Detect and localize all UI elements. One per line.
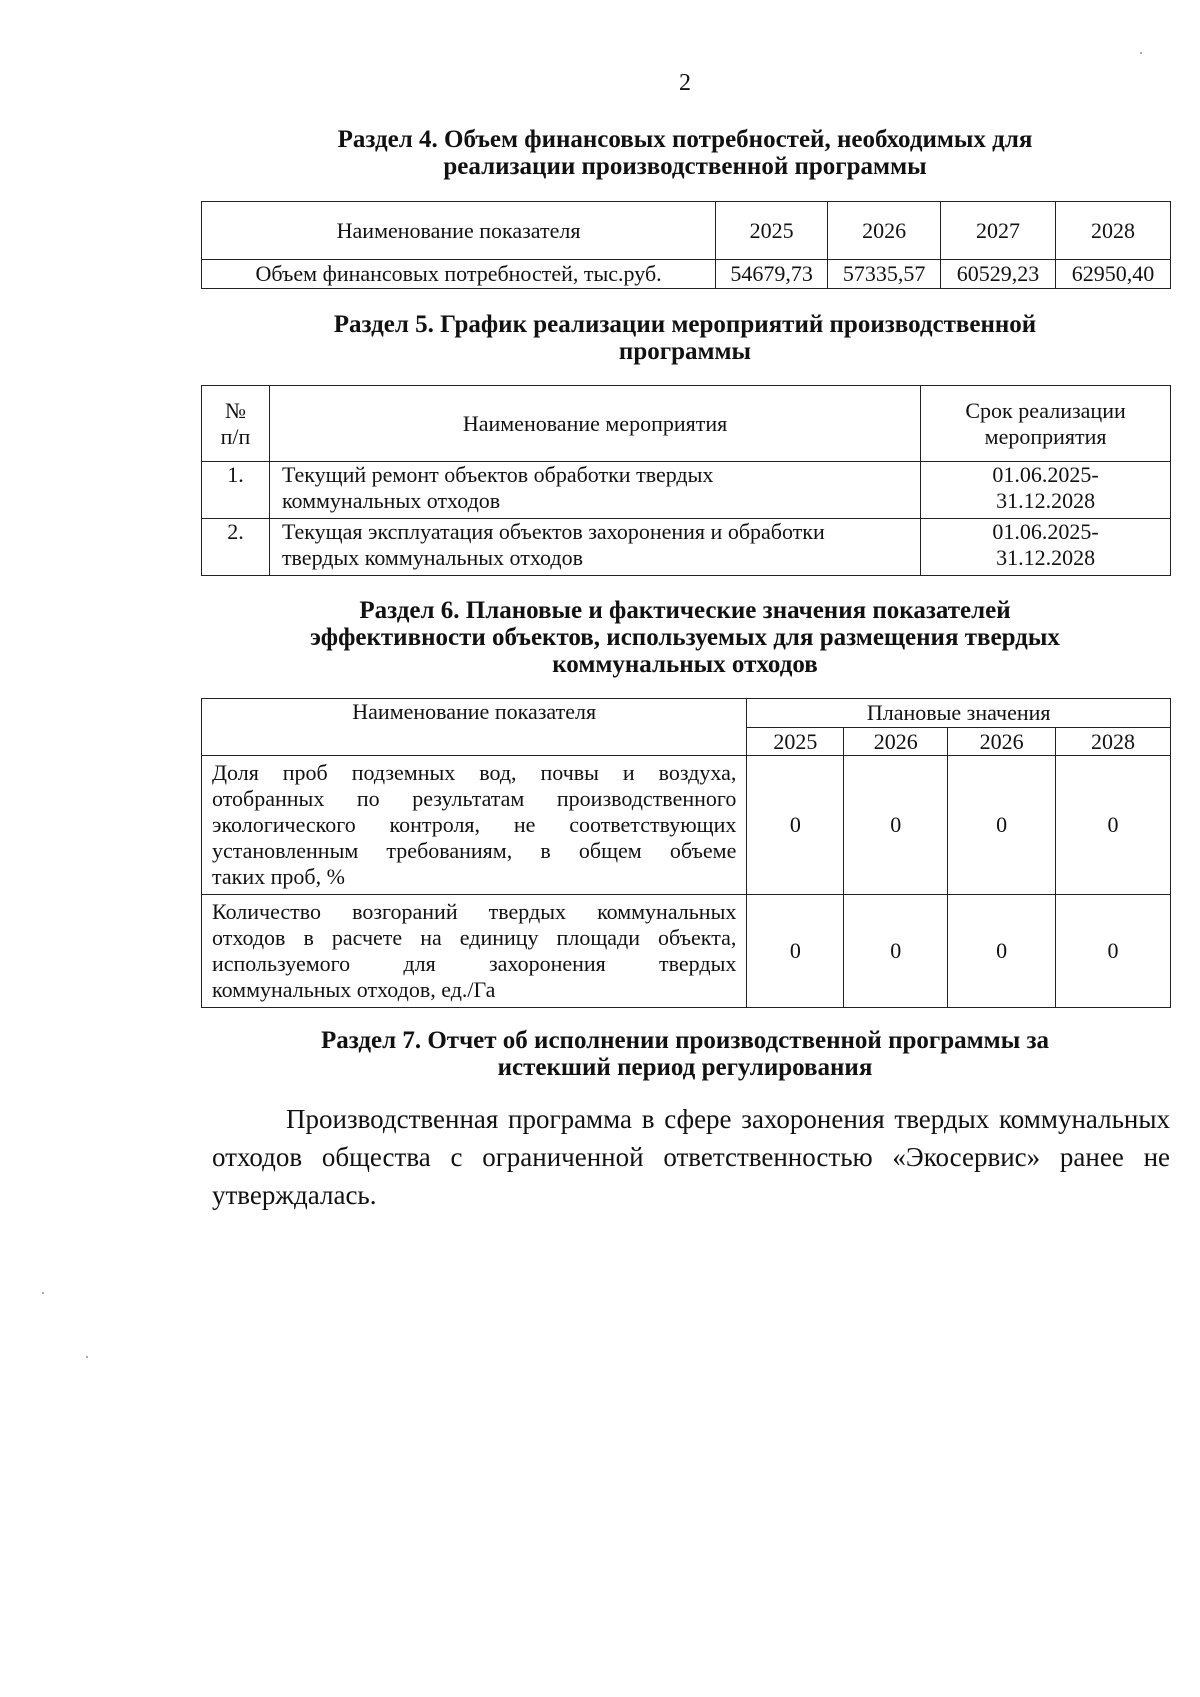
- table-cell: [921, 519, 1171, 576]
- section4-title-line2: реализации производственной программы: [443, 153, 927, 180]
- header-cell: Наименование показателя: [202, 699, 747, 756]
- table-cell: 54679,73: [716, 260, 828, 289]
- header-cell: 2025: [716, 202, 828, 260]
- header-cell: Наименование мероприятия: [269, 386, 920, 462]
- table-header-row: [202, 386, 1171, 462]
- term-line: 01.06.2025-: [992, 462, 1099, 487]
- table-row: [202, 462, 1171, 519]
- value-cell: 0: [948, 895, 1056, 1008]
- indicator-line: коммунальных отходов, ед./Га: [212, 977, 496, 1002]
- financial-needs-table: [201, 201, 1171, 289]
- table-cell: [269, 462, 920, 519]
- indicator-name-cell: [202, 895, 747, 1008]
- indicator-line: экологического контроля, не соответствующих: [212, 812, 737, 837]
- value-cell: 0: [948, 756, 1056, 895]
- indicator-line: таких проб, %: [212, 864, 345, 889]
- table-row: [202, 260, 1171, 289]
- year-cell: 2028: [1056, 728, 1171, 756]
- value-cell: 0: [1056, 895, 1171, 1008]
- section4-title: [200, 126, 1170, 180]
- section7-title: [200, 1027, 1170, 1081]
- header-cell: 2026: [828, 202, 941, 260]
- indicator-line: установленным требованиям, в общем объеме: [212, 838, 737, 863]
- table-header-row: [202, 202, 1171, 260]
- scan-speck: [42, 1292, 44, 1294]
- table-header-row: [202, 699, 1171, 728]
- year-cell: 2026: [948, 728, 1056, 756]
- term-header-line1: Срок реализации: [965, 397, 1126, 423]
- section7-paragraph: [212, 1100, 1170, 1214]
- table-cell: 57335,57: [828, 260, 941, 289]
- scan-speck: [86, 1356, 88, 1358]
- header-cell: 2028: [1056, 202, 1171, 260]
- table-cell: 62950,40: [1056, 260, 1171, 289]
- indicator-line: Доля проб подземных вод, почвы и воздуха,: [212, 760, 737, 785]
- section6-title: [200, 597, 1170, 678]
- section5-title-line2: программы: [618, 338, 752, 365]
- table-cell: Объем финансовых потребностей, тыс.руб.: [202, 260, 716, 289]
- section6-title-line1: Раздел 6. Плановые и фактические значения показателей: [359, 597, 1011, 624]
- activity-line: Текущий ремонт объектов обработки твердых: [281, 462, 714, 487]
- scan-speck: [1140, 52, 1142, 54]
- term-line: 01.06.2025-: [992, 519, 1099, 544]
- indicator-line: отходов в расчете на единицу площади объекта,: [212, 925, 737, 950]
- table-cell: [269, 519, 920, 576]
- indicator-name-cell: [202, 756, 747, 895]
- term-header-line2: мероприятия: [984, 423, 1107, 449]
- table-row: [202, 519, 1171, 576]
- header-cell: 2027: [941, 202, 1056, 260]
- table-cell: 2.: [202, 519, 270, 576]
- activity-line: Текущая эксплуатация объектов захоронения и обработки: [281, 519, 825, 544]
- schedule-table: [201, 385, 1171, 576]
- value-cell: 0: [747, 756, 844, 895]
- activity-line: коммунальных отходов: [281, 488, 501, 513]
- table-row: [202, 756, 1171, 895]
- indicator-line: используемого для захоронения твердых: [212, 951, 737, 976]
- indicator-line: Количество возгораний твердых коммунальных: [212, 899, 737, 924]
- section7-title-line1: Раздел 7. Отчет об исполнении производственной программы за: [320, 1027, 1050, 1054]
- table-cell: 1.: [202, 462, 270, 519]
- section7-title-line2: истекший период регулирования: [497, 1054, 873, 1081]
- section6-title-line2: эффективности объектов, используемых для размещения твердых: [310, 624, 1060, 651]
- header-cell: Плановые значения: [747, 699, 1171, 728]
- table-cell: [921, 462, 1171, 519]
- section6-title-line3: коммунальных отходов: [552, 651, 818, 678]
- year-cell: 2026: [844, 728, 948, 756]
- header-cell: [921, 386, 1171, 462]
- page-number: 2: [679, 70, 691, 96]
- header-cell: Наименование показателя: [202, 202, 716, 260]
- term-line: 31.12.2028: [996, 488, 1096, 513]
- value-cell: 0: [844, 756, 948, 895]
- section5-title-line1: Раздел 5. График реализации мероприятий производственной: [333, 311, 1037, 338]
- num-header-line1: №: [224, 397, 246, 423]
- term-line: 31.12.2028: [996, 545, 1096, 570]
- section5-title: [200, 311, 1170, 365]
- table-cell: 60529,23: [941, 260, 1056, 289]
- efficiency-indicators-table: [201, 698, 1171, 1008]
- activity-line: твердых коммунальных отходов: [281, 545, 583, 570]
- section7-text: Производственная программа в сфере захоронения твердых коммунальных отходов общества с ограниченной ответственностью «Экосервис» ранее не утверждалась.: [212, 1104, 1170, 1210]
- value-cell: 0: [1056, 756, 1171, 895]
- table-row: [202, 895, 1171, 1008]
- num-header-line2: п/п: [220, 423, 251, 449]
- year-cell: 2025: [747, 728, 844, 756]
- indicator-line: отобранных по результатам производственного: [212, 786, 737, 811]
- value-cell: 0: [844, 895, 948, 1008]
- value-cell: 0: [747, 895, 844, 1008]
- section4-title-line1: Раздел 4. Объем финансовых потребностей, необходимых для: [337, 126, 1033, 153]
- header-cell: [202, 386, 270, 462]
